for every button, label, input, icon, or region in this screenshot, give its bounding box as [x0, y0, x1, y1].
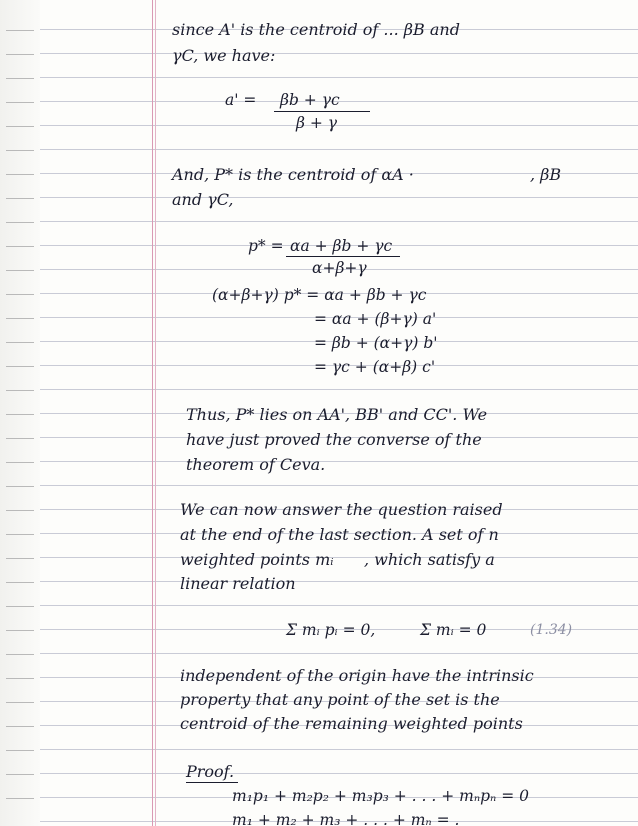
text-line: Thus, P* lies on AA', BB' and CC'. We	[186, 405, 488, 424]
fraction-bar	[286, 256, 400, 257]
strip-tick	[6, 198, 34, 199]
equation-line: m₁p₁ + m₂p₂ + m₃p₃ + . . . + mₙpₙ = 0	[232, 787, 530, 805]
equation-line: = βb + (α+γ) b'	[314, 334, 438, 352]
strip-tick	[6, 774, 34, 775]
text-line: And, P* is the centroid of αA ·	[172, 165, 414, 184]
strip-tick	[6, 294, 34, 295]
text-line: theorem of Ceva.	[186, 455, 326, 474]
text-line: centroid of the remaining weighted points	[180, 714, 523, 733]
strip-tick	[6, 390, 34, 391]
strip-tick	[6, 462, 34, 463]
equation-line: = γc + (α+β) c'	[314, 358, 436, 376]
strip-tick	[6, 414, 34, 415]
strip-tick	[6, 174, 34, 175]
strip-tick	[6, 342, 34, 343]
equation-line: Σ mᵢ = 0	[420, 621, 487, 639]
text-line: and γC,	[172, 190, 234, 209]
strip-tick	[6, 366, 34, 367]
strip-tick	[6, 318, 34, 319]
strip-tick	[6, 798, 34, 799]
proof-underline	[186, 782, 238, 783]
strip-tick	[6, 534, 34, 535]
equation-line: (α+β+γ) p* = αa + βb + γc	[212, 286, 427, 304]
strip-tick	[6, 678, 34, 679]
strip-tick	[6, 630, 34, 631]
strip-tick	[6, 222, 34, 223]
proof-heading: Proof.	[186, 762, 235, 781]
equation-numerator: βb + γc	[280, 91, 340, 109]
equation-line: = αa + (β+γ) a'	[314, 310, 437, 328]
strip-tick	[6, 726, 34, 727]
equation-number: (1.34)	[530, 622, 573, 638]
equation-denominator: α+β+γ	[312, 259, 367, 277]
strip-tick	[6, 654, 34, 655]
strip-tick	[6, 702, 34, 703]
strip-tick	[6, 582, 34, 583]
strip-tick	[6, 150, 34, 151]
equation-lhs: p* =	[248, 237, 284, 255]
strip-tick	[6, 750, 34, 751]
strip-tick	[6, 510, 34, 511]
strip-tick	[6, 54, 34, 55]
text-line: independent of the origin have the intrinsic	[180, 666, 534, 685]
text-line: linear relation	[180, 574, 296, 593]
margin-line	[152, 0, 153, 826]
text-line: have just proved the converse of the	[186, 430, 482, 449]
equation-line: m₁ + m₂ + m₃ + . . . + mₙ = .	[232, 811, 460, 826]
equation-numerator: αa + βb + γc	[290, 237, 393, 255]
strip-tick	[6, 270, 34, 271]
strip-tick	[6, 102, 34, 103]
text-line: weighted points mᵢ	[180, 550, 334, 569]
strip-tick	[6, 438, 34, 439]
strip-tick	[6, 246, 34, 247]
strip-tick	[6, 486, 34, 487]
text-line: property that any point of the set is the	[180, 690, 500, 709]
text-line: , which satisfy a	[364, 550, 495, 569]
equation-denominator: β + γ	[296, 114, 338, 132]
equation-line: Σ mᵢ pᵢ = 0,	[286, 621, 376, 639]
binding-strip	[0, 0, 40, 826]
text-line: , βB	[530, 165, 562, 184]
strip-tick	[6, 78, 34, 79]
text-line: at the end of the last section. A set of n	[180, 525, 499, 544]
text-line: since A' is the centroid of ... βB and	[172, 20, 460, 39]
strip-tick	[6, 558, 34, 559]
fraction-bar	[274, 111, 370, 112]
text-line: γC, we have:	[172, 46, 276, 65]
equation-lhs: a' =	[225, 91, 257, 109]
strip-tick	[6, 30, 34, 31]
text-line: We can now answer the question raised	[180, 500, 503, 519]
strip-tick	[6, 606, 34, 607]
margin-line	[155, 0, 156, 826]
strip-tick	[6, 126, 34, 127]
